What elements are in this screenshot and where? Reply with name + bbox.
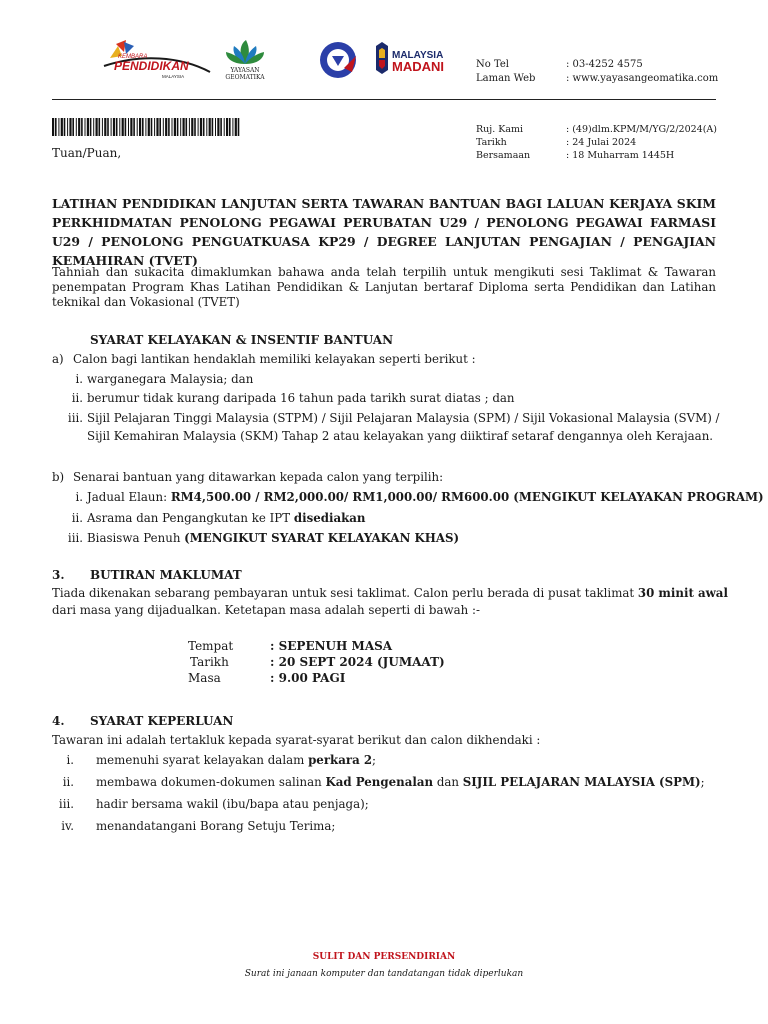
syarat-b-label: b) bbox=[52, 470, 65, 484]
barcode-bar bbox=[61, 118, 63, 136]
barcode-bar bbox=[206, 118, 207, 136]
barcode-bar bbox=[78, 118, 80, 136]
keperluan-num: 4. bbox=[52, 714, 65, 728]
ruj-label: Ruj. Kami bbox=[476, 124, 524, 135]
classification-label: SULIT DAN PERSENDIRIAN bbox=[312, 952, 456, 962]
table-row: Tarikh : 20 SEPT 2024 (JUMAAT) bbox=[190, 655, 445, 669]
barcode-bar bbox=[209, 118, 211, 136]
web-value[interactable]: : www.yayasangeomatika.com bbox=[566, 73, 719, 84]
barcode-bar bbox=[151, 118, 153, 136]
barcode-bar bbox=[93, 118, 94, 136]
barcode-bar bbox=[156, 118, 158, 136]
barcode-bar bbox=[90, 118, 92, 136]
butiran-heading: BUTIRAN MAKLUMAT bbox=[90, 568, 242, 582]
barcode-bar bbox=[165, 118, 167, 136]
barcode-bar bbox=[200, 118, 202, 136]
barcode-bar bbox=[107, 118, 109, 136]
logo-row bbox=[100, 36, 460, 88]
kembara-pendidikan-logo bbox=[104, 40, 210, 79]
barcode-bar bbox=[72, 118, 74, 136]
list-num: ii. bbox=[71, 511, 83, 525]
barcode-bar bbox=[180, 118, 181, 136]
barcode bbox=[52, 118, 240, 136]
logo-kembara-top: KEMBARA bbox=[118, 54, 148, 60]
elaun-amounts: RM4,500.00 / RM2,000.00/ RM1,000.00/ RM600.00 (MENGIKUT KELAYAKAN PROGRAM) bbox=[170, 490, 764, 504]
reference-block bbox=[476, 123, 717, 162]
barcode-bar bbox=[111, 118, 112, 136]
syarat-heading: SYARAT KELAYAKAN & INSENTIF BANTUAN bbox=[90, 333, 394, 347]
syarat-a-label: a) bbox=[52, 352, 64, 366]
list-text: hadir bersama wakil (ibu/bapa atau penjaga); bbox=[96, 797, 369, 811]
barcode-bar bbox=[189, 118, 190, 136]
barcode-bar bbox=[58, 118, 59, 136]
barcode-bar bbox=[76, 118, 77, 136]
barcode-bar bbox=[85, 118, 86, 136]
barcode-bar bbox=[104, 118, 106, 136]
barcode-bar bbox=[142, 118, 144, 136]
barcode-bar bbox=[172, 118, 173, 136]
barcode-bar bbox=[102, 118, 103, 136]
barcode-bar bbox=[224, 118, 225, 136]
barcode-bar bbox=[69, 118, 71, 136]
barcode-bar bbox=[133, 118, 135, 136]
header-divider bbox=[52, 99, 716, 100]
logo-madani-text1: MALAYSIA bbox=[392, 50, 444, 61]
barcode-bar bbox=[215, 118, 216, 136]
barcode-bar bbox=[139, 118, 141, 136]
list-text-cont: Sijil Kemahiran Malaysia (SKM) Tahap 2 atau kelayakan yang diiktiraf setaraf dengannya oleh Kerajaan. bbox=[87, 429, 714, 443]
barcode-bar bbox=[232, 118, 233, 136]
list-text: warganegara Malaysia; dan bbox=[87, 372, 254, 386]
list-text: menandatangani Borang Setuju Terima; bbox=[96, 819, 336, 833]
list-text: berumur tidak kurang daripada 16 tahun pada tarikh surat diatas ; dan bbox=[87, 391, 515, 405]
barcode-bar bbox=[203, 118, 205, 136]
butiran-bold: 30 minit awal bbox=[637, 586, 728, 600]
intro-paragraph: Tahniah dan sukacita dimaklumkan bahawa anda telah terpilih untuk mengikuti sesi Taklimat & Tawaran penempatan Program Khas Latihan Pendidikan & Lanjutan bertaraf Diploma serta Pendidikan dan Latihan teknikal dan Vokasional (TVET) bbox=[52, 265, 716, 309]
barcode-bar bbox=[229, 118, 231, 136]
salutation: Tuan/Puan, bbox=[52, 146, 122, 160]
bersamaan-label: Bersamaan bbox=[476, 150, 531, 161]
barcode-bar bbox=[113, 118, 115, 136]
barcode-bar bbox=[174, 118, 176, 136]
butiran-para-line1: Tiada dikenakan sebarang pembayaran untuk sesi taklimat. Calon perlu berada di pusat taklimat 30 minit awal bbox=[52, 586, 728, 600]
barcode-bar bbox=[186, 118, 188, 136]
barcode-bar bbox=[177, 118, 179, 136]
logos-graphic bbox=[100, 36, 460, 88]
barcode-bar bbox=[198, 118, 199, 136]
list-text: membawa dokumen-dokumen salinan Kad Pengenalan dan SIJIL PELAJARAN MALAYSIA (SPM); bbox=[96, 775, 705, 789]
barcode-bar bbox=[194, 118, 196, 136]
list-num: i. bbox=[75, 372, 83, 386]
list-num: i. bbox=[75, 490, 83, 504]
tel-label: No Tel bbox=[476, 59, 509, 70]
logo-kembara-main: PENDIDIKAN bbox=[114, 59, 189, 73]
barcode-bar bbox=[212, 118, 214, 136]
barcode-bar bbox=[122, 118, 124, 136]
barcode-bar bbox=[96, 118, 98, 136]
barcode-bar bbox=[52, 118, 54, 136]
list-text: Asrama dan Pengangkutan ke IPT disediakan bbox=[87, 511, 366, 525]
logo-yayasan-text2: GEOMATIKA bbox=[225, 74, 265, 81]
logo-madani-text2: MADANI bbox=[392, 59, 444, 74]
barcode-bar bbox=[235, 118, 237, 136]
list-num: iv. bbox=[61, 819, 74, 833]
malaysia-madani-logo bbox=[376, 42, 444, 74]
barcode-bar bbox=[55, 118, 57, 136]
barcode-bar bbox=[226, 118, 228, 136]
barcode-bar bbox=[163, 118, 164, 136]
barcode-bar bbox=[67, 118, 68, 136]
list-num: iii. bbox=[67, 531, 83, 545]
barcode-bar bbox=[159, 118, 161, 136]
table-row: Tempat : SEPENUH MASA bbox=[188, 639, 393, 653]
keperluan-heading: SYARAT KEPERLUAN bbox=[90, 714, 234, 728]
list-num: i. bbox=[66, 753, 74, 767]
butiran-num: 3. bbox=[52, 568, 65, 582]
tel-value: : 03-4252 4575 bbox=[566, 59, 643, 70]
syarat-b-text: Senarai bantuan yang ditawarkan kepada calon yang terpilih: bbox=[73, 470, 444, 484]
barcode-bar bbox=[183, 118, 185, 136]
barcode-bar bbox=[191, 118, 193, 136]
butiran-para-line2: dari masa yang dijadualkan. Ketetapan masa adalah seperti di bawah :- bbox=[52, 603, 480, 617]
barcode-bar bbox=[168, 118, 170, 136]
barcode-bar bbox=[64, 118, 66, 136]
tarikh-value: : 24 Julai 2024 bbox=[566, 137, 637, 148]
logo-kembara-sub: MALAYSIA bbox=[162, 74, 185, 79]
barcode-bar bbox=[130, 118, 132, 136]
list-num: ii. bbox=[71, 391, 83, 405]
list-text: Jadual Elaun: RM4,500.00 / RM2,000.00/ RM1,000.00/ RM600.00 (MENGIKUT KELAYAKAN PROGRAM) bbox=[87, 490, 764, 504]
tarikh-label: Tarikh bbox=[476, 137, 507, 148]
barcode-bar bbox=[81, 118, 83, 136]
barcode-bar bbox=[116, 118, 118, 136]
contact-info bbox=[476, 58, 718, 86]
syarat-a-text: Calon bagi lantikan hendaklah memiliki kelayakan seperti berikut : bbox=[73, 352, 476, 366]
barcode-bar bbox=[217, 118, 219, 136]
bersamaan-value: : 18 Muharram 1445H bbox=[566, 150, 675, 161]
web-label: Laman Web bbox=[476, 73, 536, 84]
list-text: memenuhi syarat kelayakan dalam perkara 2; bbox=[96, 753, 377, 767]
barcode-bar bbox=[99, 118, 101, 136]
barcode-bar bbox=[87, 118, 89, 136]
barcode-bar bbox=[238, 118, 240, 136]
list-text: Sijil Pelajaran Tinggi Malaysia (STPM) / Sijil Pelajaran Malaysia (SPM) / Sijil Vokasional Malaysia (SVM) / bbox=[87, 411, 720, 425]
footer-note: Surat ini janaan komputer dan tandatangan tidak diperlukan bbox=[244, 969, 524, 979]
table-row: Masa : 9.00 PAGI bbox=[188, 671, 346, 685]
list-num: iii. bbox=[67, 411, 83, 425]
barcode-bar bbox=[128, 118, 129, 136]
barcode-bar bbox=[137, 118, 138, 136]
list-num: iii. bbox=[58, 797, 74, 811]
list-num: ii. bbox=[62, 775, 74, 789]
ruj-value: : (49)dlm.KPM/M/YG/2/2024(A) bbox=[566, 124, 717, 135]
barcode-bar bbox=[148, 118, 150, 136]
logo-yayasan-text1: YAYASAN bbox=[230, 67, 260, 74]
barcode-bar bbox=[220, 118, 222, 136]
keperluan-intro: Tawaran ini adalah tertakluk kepada syarat-syarat berikut dan calon dikhendaki : bbox=[52, 733, 541, 747]
barcode-bar bbox=[154, 118, 155, 136]
butiran-table bbox=[188, 638, 445, 686]
yayasan-geomatika-logo bbox=[225, 40, 265, 81]
letter-title: LATIHAN PENDIDIKAN LANJUTAN SERTA TAWARAN BANTUAN BAGI LALUAN KERJAYA SKIM PERKHIDMATAN PENOLONG PEGAWAI PERUBATAN U29 / PENOLONG PEGAWAI FARMASI U29 / PENOLONG PENGUATKUASA KP29 / DEGREE LANJUTAN PENGAJIAN / PENGAJIAN KEMAHIRAN (TVET) bbox=[52, 196, 716, 268]
list-text: Biasiswa Penuh (MENGIKUT SYARAT KELAYAKAN KHAS) bbox=[87, 531, 460, 545]
emblem-logo bbox=[320, 42, 356, 78]
barcode-bar bbox=[119, 118, 120, 136]
barcode-bar bbox=[125, 118, 127, 136]
barcode-bar bbox=[145, 118, 146, 136]
